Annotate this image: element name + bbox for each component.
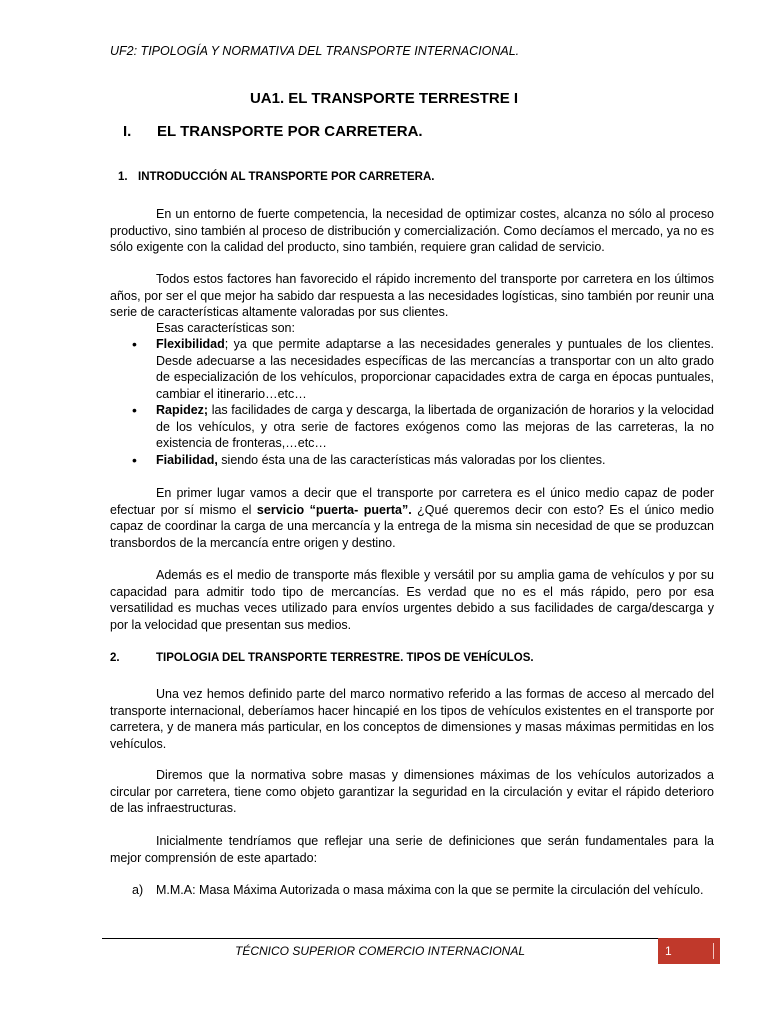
bullet-term: Rapidez; bbox=[156, 403, 209, 417]
definition-item-a bbox=[110, 882, 714, 899]
door-to-door-text-a: En primer lugar vamos a decir que el transporte por carretera es el único medio capaz de poder efectuar por sí mismo el bbox=[110, 486, 714, 517]
footer-divider bbox=[102, 938, 658, 939]
door-to-door-text-b: ¿Qué queremos decir con esto? Es el único medio capaz de coordinar la carga de una mercancía y la entrega de la misma sin necesidad de que se produzcan transbordos de la mercancía entre origen y destino. bbox=[110, 502, 714, 550]
footer-title: TÉCNICO SUPERIOR COMERCIO INTERNACIONAL bbox=[234, 944, 526, 958]
subsection-title: TIPOLOGIA DEL TRANSPORTE TERRESTRE. TIPOS DE VEHÍCULOS. bbox=[156, 652, 534, 664]
subsection-number: 1. bbox=[118, 171, 128, 183]
paragraph-regulation: Diremos que la normativa sobre masas y dimensiones máximas de los vehículos autorizados a circular por carretera, tiene como objeto garantizar la seguridad en la circulación y evitar el rápido deterioro de las infraestructuras. bbox=[110, 768, 714, 815]
bullet-text: siendo ésta una de las características más valoradas por los clientes. bbox=[217, 452, 606, 467]
bullet-icon: • bbox=[132, 451, 137, 468]
characteristics-list bbox=[110, 336, 714, 468]
section-number: I. bbox=[123, 123, 132, 140]
subsection-heading-2 bbox=[110, 652, 534, 664]
paragraph-versatility: Además es el medio de transporte más flexible y versátil por su amplia gama de vehículos y por su capacidad para admitir todo tipo de mercancías. Es verdad que no es el más rápido, pero por esa versatilidad es muchas veces utilizado para envíos urgentes debido a sus facilidades de carga/descarga y por la velocidad que presentan sus medios. bbox=[110, 568, 714, 632]
bullet-term: Fiabilidad, bbox=[156, 452, 218, 467]
definition-text: M.M.A: Masa Máxima Autorizada o masa máxima con la que se permite la circulación del vehículo. bbox=[156, 883, 704, 897]
subsection-number: 2. bbox=[110, 652, 120, 664]
section-title: EL TRANSPORTE POR CARRETERA. bbox=[157, 123, 423, 140]
bullet-text: ; ya que permite adaptarse a las necesidades generales y puntuales de los clientes. Desde adecuarse a las necesidades específicas de las mercancías a transportar con un alto grado de especialización de los vehículos, proporcionar capacidades extra de carga en épocas puntuales, cambiar el itinerario…etc… bbox=[156, 337, 714, 401]
subsection-heading-1 bbox=[118, 171, 434, 183]
page-number-badge bbox=[658, 938, 720, 964]
running-header: UF2: TIPOLOGÍA Y NORMATIVA DEL TRANSPORTE INTERNACIONAL. bbox=[110, 44, 520, 58]
definition-label: a) bbox=[132, 883, 144, 897]
bullet-text: las facilidades de carga y descarga, la libertada de organización de horarios y la velocidad de los vehículos, y otra serie de factores exógenos como las mejoras de las carreteras, la no existencia de fronteras,…etc… bbox=[156, 403, 714, 450]
paragraph-factors: Todos estos factores han favorecido el rápido incremento del transporte por carretera en los últimos años, por ser el que mejor ha sabido dar respuesta a las necesidades logísticas, sino también por reunir una serie de características altamente valoradas por sus clientes. bbox=[110, 272, 714, 319]
document-title: UA1. EL TRANSPORTE TERRESTRE I bbox=[249, 90, 519, 107]
bullet-icon: • bbox=[132, 402, 137, 418]
bullet-icon: • bbox=[132, 336, 137, 352]
list-item bbox=[110, 336, 714, 402]
door-to-door-term: servicio “puerta- puerta”. bbox=[256, 502, 412, 517]
paragraph-vehicle-types: Una vez hemos definido parte del marco normativo referido a las formas de acceso al mercado del transporte internacional, deberíamos hacer hincapié en los tipos de vehículos existentes en el transporte por carretera, y de manera más particular, en los conceptos de dimensiones y masas máximas permitidas en los vehículos. bbox=[110, 687, 714, 751]
paragraph-definitions-intro: Inicialmente tendríamos que reflejar una serie de definiciones que serán fundamentales para la mejor comprensión de este apartado: bbox=[110, 834, 714, 865]
list-item bbox=[110, 402, 714, 452]
page-number: 1 bbox=[665, 944, 672, 958]
section-heading bbox=[123, 123, 423, 140]
paragraph-intro: En un entorno de fuerte competencia, la necesidad de optimizar costes, alcanza no sólo al proceso productivo, sino también al proceso de distribución y comercialización. Como decíamos el mercado, ya no es sólo exigente con la calidad del producto, sino también, requiere gran calidad de servicio. bbox=[110, 207, 714, 254]
subsection-title: INTRODUCCIÓN AL TRANSPORTE POR CARRETERA. bbox=[138, 171, 435, 183]
badge-divider bbox=[713, 943, 714, 959]
list-item bbox=[110, 452, 714, 469]
paragraph-characteristics-intro: Esas características son: bbox=[156, 321, 295, 335]
paragraph-door-to-door bbox=[110, 485, 714, 551]
bullet-term: Flexibilidad bbox=[156, 337, 225, 351]
